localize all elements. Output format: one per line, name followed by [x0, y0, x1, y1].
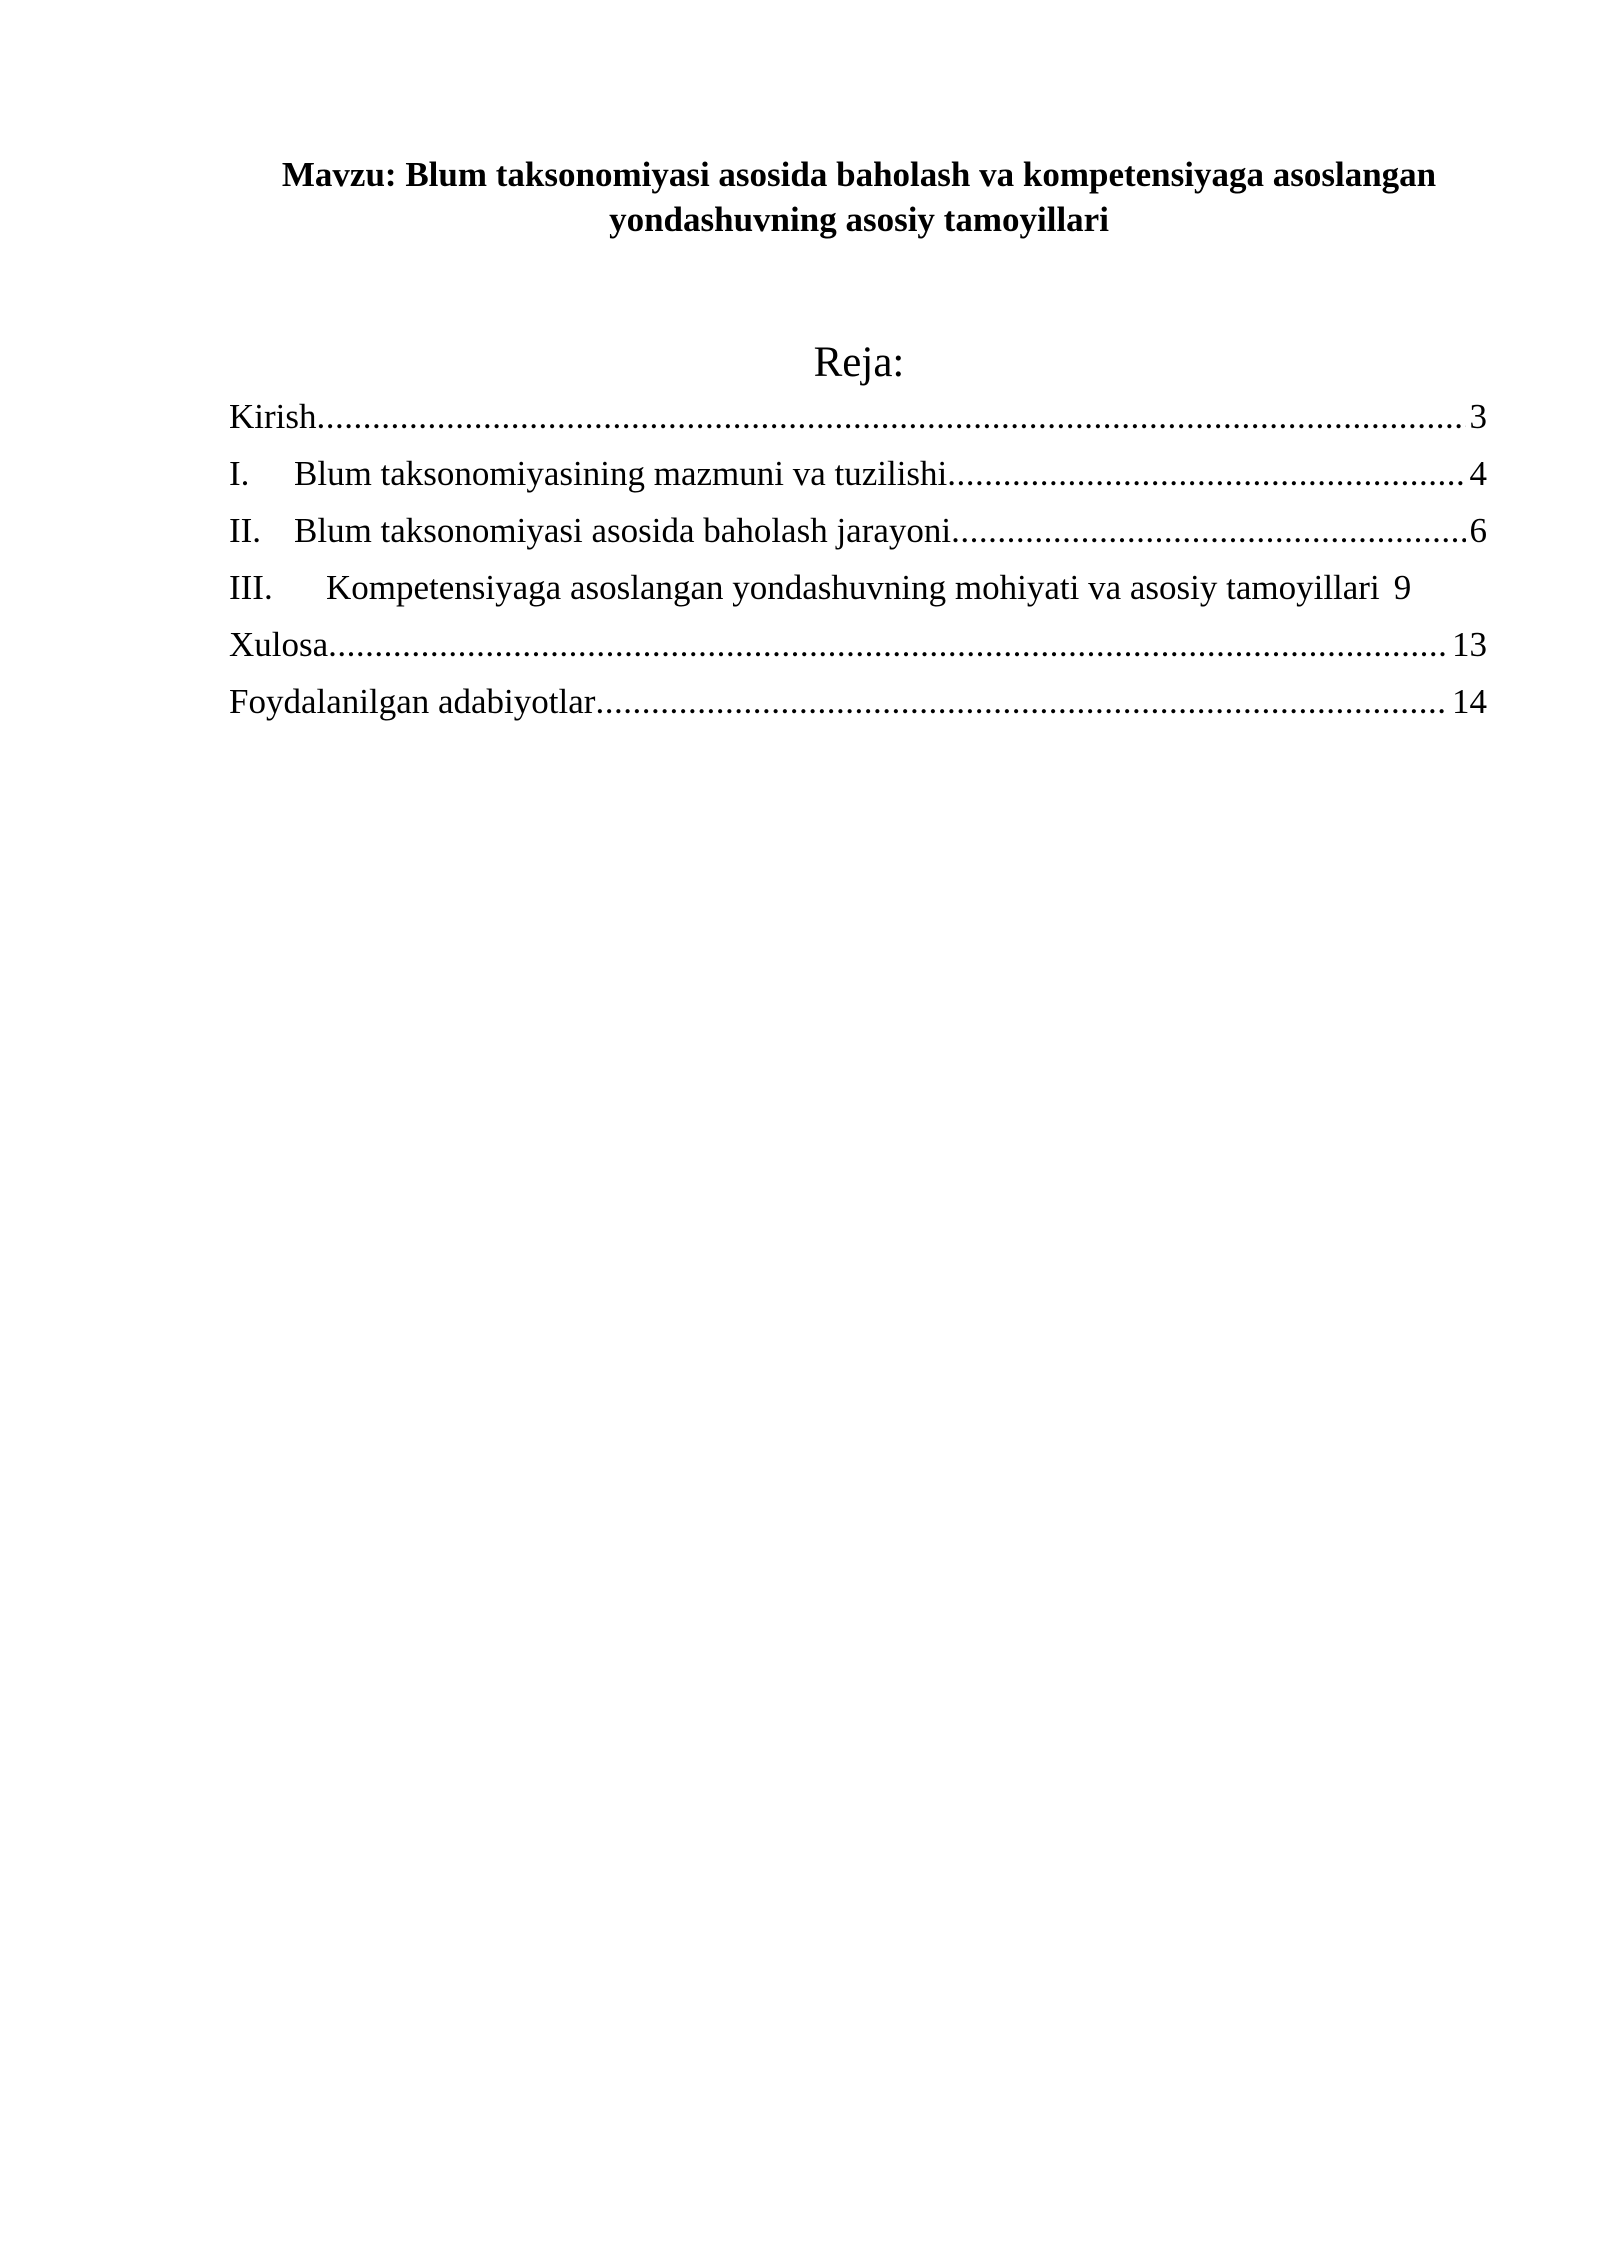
toc-page-number: 6	[1469, 511, 1487, 550]
toc-page-number: 4	[1469, 454, 1487, 493]
toc-page-number: 14	[1452, 682, 1487, 721]
toc-entry-adabiyotlar[interactable]	[229, 673, 1487, 730]
toc-entry-text: Blum taksonomiyasi asosida baholash jarayoni	[294, 511, 952, 550]
toc-entry-text: Xulosa	[229, 625, 329, 664]
toc-entry-text: Foydalanilgan adabiyotlar	[229, 682, 596, 721]
toc-dot-leader	[951, 502, 1465, 559]
plan-heading: Reja:	[813, 339, 905, 386]
toc-entry-number: III.	[229, 568, 273, 607]
toc-dot-leader	[595, 673, 1448, 730]
toc-entry-text: Blum taksonomiyasining mazmuni va tuzilishi	[294, 454, 948, 493]
toc-page-number: 3	[1469, 397, 1487, 436]
toc-dot-leader	[317, 388, 1466, 445]
table-of-contents	[229, 388, 1487, 730]
toc-dot-leader	[328, 616, 1448, 673]
title-line-1: Mavzu: Blum taksonomiyasi asosida baholash va kompetensiyaga asoslangan	[281, 155, 1437, 194]
toc-entry-number: II.	[229, 511, 262, 550]
title-line-2: yondashuvning asosiy tamoyillari	[609, 200, 1109, 239]
toc-entry-xulosa[interactable]	[229, 616, 1487, 673]
toc-entry-number: I.	[229, 454, 250, 493]
toc-dot-leader	[947, 445, 1465, 502]
toc-page-number: 9	[1393, 568, 1412, 607]
toc-entry-section-1[interactable]	[229, 445, 1487, 502]
document-title	[200, 152, 1518, 242]
toc-entry-kirish[interactable]	[229, 388, 1487, 445]
toc-entry-text: Kirish	[229, 397, 317, 436]
toc-entry-section-2[interactable]	[229, 502, 1487, 559]
toc-entry-section-3[interactable]	[229, 559, 1487, 616]
toc-entry-text: Kompetensiyaga asoslangan yondashuvning mohiyati va asosiy tamoyillari	[326, 568, 1380, 607]
toc-page-number: 13	[1452, 625, 1487, 664]
